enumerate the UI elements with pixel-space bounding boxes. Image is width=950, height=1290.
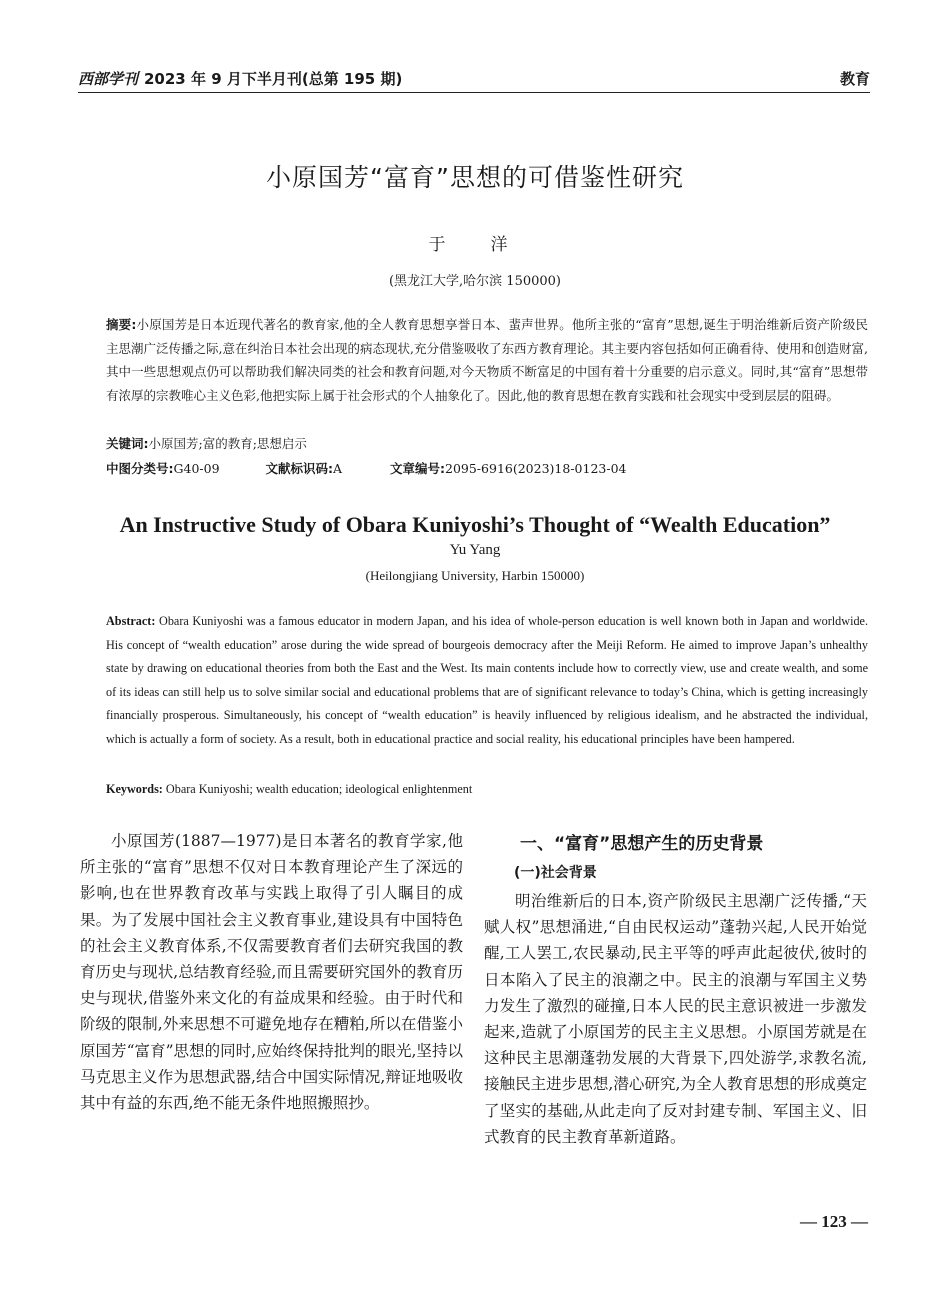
section-heading: 一、“富育”思想产生的历史背景 bbox=[520, 834, 764, 854]
abstract-en-label: Abstract: bbox=[106, 614, 156, 628]
page-number: — 123 — bbox=[800, 1212, 868, 1231]
header-rule bbox=[78, 92, 870, 93]
keywords-cn-text: 小原国芳;富的教育;思想启示 bbox=[148, 436, 307, 451]
abstract-cn-text: 小原国芳是日本近现代著名的教育家,他的全人教育思想享誉日本、蜚声世界。他所主张的“富育”思想,诞生于明治维新后资产阶级民主思潮广泛传播之际,意在纠治日本社会出现的病态现状,充分借鉴吸收了东西方教育理论。其主要内容包括如何正确看待、使用和创造财富,其中一些思想观点仍可以帮助我们解决同类的社会和教育问题,对今天物质不断富足的中国有着十分重要的启示意义。同时,其“富育”思想带有浓厚的宗教唯心主义色彩,他把实际上属于社会形式的个人抽象化了。因此,他的教育思想在教育实践和社会现实中受到层层的阻碍。 bbox=[106, 317, 869, 403]
author-cn: 于 洋 bbox=[428, 235, 522, 255]
doc-code-label: 文献标识码: bbox=[265, 461, 333, 476]
keywords-en-text: Obara Kuniyoshi; wealth education; ideological enlightenment bbox=[165, 782, 473, 796]
body-right-column bbox=[484, 830, 867, 1150]
classification-line bbox=[106, 457, 868, 481]
article-number-value: 2095-6916(2023)18-0123-04 bbox=[445, 461, 627, 476]
abstract-en-text: Obara Kuniyoshi was a famous educator in modern Japan, and his idea of whole-person education is well known both in Japan and worldwide. His concept of “wealth education” arose during the wide spread of bourgeois democracy after the Meiji Reform. He aimed to improve Japan’s unhealthy state by drawing on educational theories from both the East and the West. Its main contents include how to correctly view, use and create wealth, and some of its ideas can still help us to solve similar social and educational problems that are of significant relevance to today’s China, which is getting increasingly financially prosperous. Simultaneously, his concept of “wealth education” is heavily influenced by religious idealism, and he abstracted the individual, which is actually a form of society. As a result, both in educational practice and social reality, his educational principles have been hampered. bbox=[106, 614, 869, 746]
body-left-column bbox=[80, 828, 463, 1116]
author-en: Yu Yang bbox=[449, 542, 501, 558]
clc-value: G40-09 bbox=[173, 461, 220, 476]
issue-info: 2023 年 9 月下半月刊(总第 195 期) bbox=[144, 70, 403, 88]
intro-paragraph: 小原国芳(1887—1977)是日本著名的教育学家,他所主张的“富育”思想不仅对日本教育理论产生了深远的影响,也在世界教育改革与实践上取得了引人瞩目的成果。为了发展中国社会主义教育事业,建设具有中国特色的社会主义教育体系,不仅需要教育者们去研究我国的教育历史与现状,总结教育经验,而且需要研究国外的教育历史与现状,借鉴外来文化的有益成果和经验。由于时代和阶级的限制,外来思想不可避免地存在糟粕,所以在借鉴小原国芳“富育”思想的同时,应始终保持批判的眼光,坚持以马克思主义作为思想武器,结合中国实际情况,辩证地吸收其中有益的东西,绝不能无条件地照搬照抄。 bbox=[80, 832, 463, 1113]
affiliation-en: (Heilongjiang University, Harbin 150000) bbox=[365, 568, 585, 583]
abstract-cn-label: 摘要: bbox=[106, 317, 137, 332]
keywords-en bbox=[106, 782, 868, 797]
keywords-en-label: Keywords: bbox=[106, 782, 163, 796]
english-title: An Instructive Study of Obara Kuniyoshi’s Thought of “Wealth Education” bbox=[119, 512, 831, 537]
affiliation-cn: (黑龙江大学,哈尔滨 150000) bbox=[388, 274, 562, 289]
abstract-cn bbox=[106, 313, 868, 407]
journal-name: 西部学刊 bbox=[78, 70, 139, 88]
running-header bbox=[78, 64, 870, 92]
keywords-cn-label: 关键词: bbox=[106, 436, 149, 451]
abstract-en bbox=[106, 610, 868, 751]
section-paragraph: 明治维新后的日本,资产阶级民主思潮广泛传播,“天赋人权”思想涌进,“自由民权运动”蓬勃兴起,人民开始觉醒,工人罢工,农民暴动,民主平等的呼声此起彼伏,彼时的日本陷入了民主的浪潮之中。民主的浪潮与军国主义势力发生了激烈的碰撞,日本人民的民主意识被进一步激发起来,造就了小原国芳的民主主义思想。小原国芳就是在这种民主思潮蓬勃发展的大背景下,四处游学,求教名流,接触民主进步思想,潜心研究,为全人教育思想的形成奠定了坚实的基础,从此走向了反对封建专制、军国主义、旧式教育的民主教育革新道路。 bbox=[484, 892, 867, 1146]
doc-code-value: A bbox=[333, 461, 343, 476]
article-title: 小原国芳“富育”思想的可借鉴性研究 bbox=[266, 163, 684, 192]
clc-label: 中图分类号: bbox=[106, 461, 174, 476]
subsection-heading: (一)社会背景 bbox=[514, 865, 597, 881]
keywords-cn bbox=[106, 432, 868, 456]
section-name: 教育 bbox=[839, 70, 870, 88]
article-number-label: 文章编号: bbox=[390, 461, 445, 476]
